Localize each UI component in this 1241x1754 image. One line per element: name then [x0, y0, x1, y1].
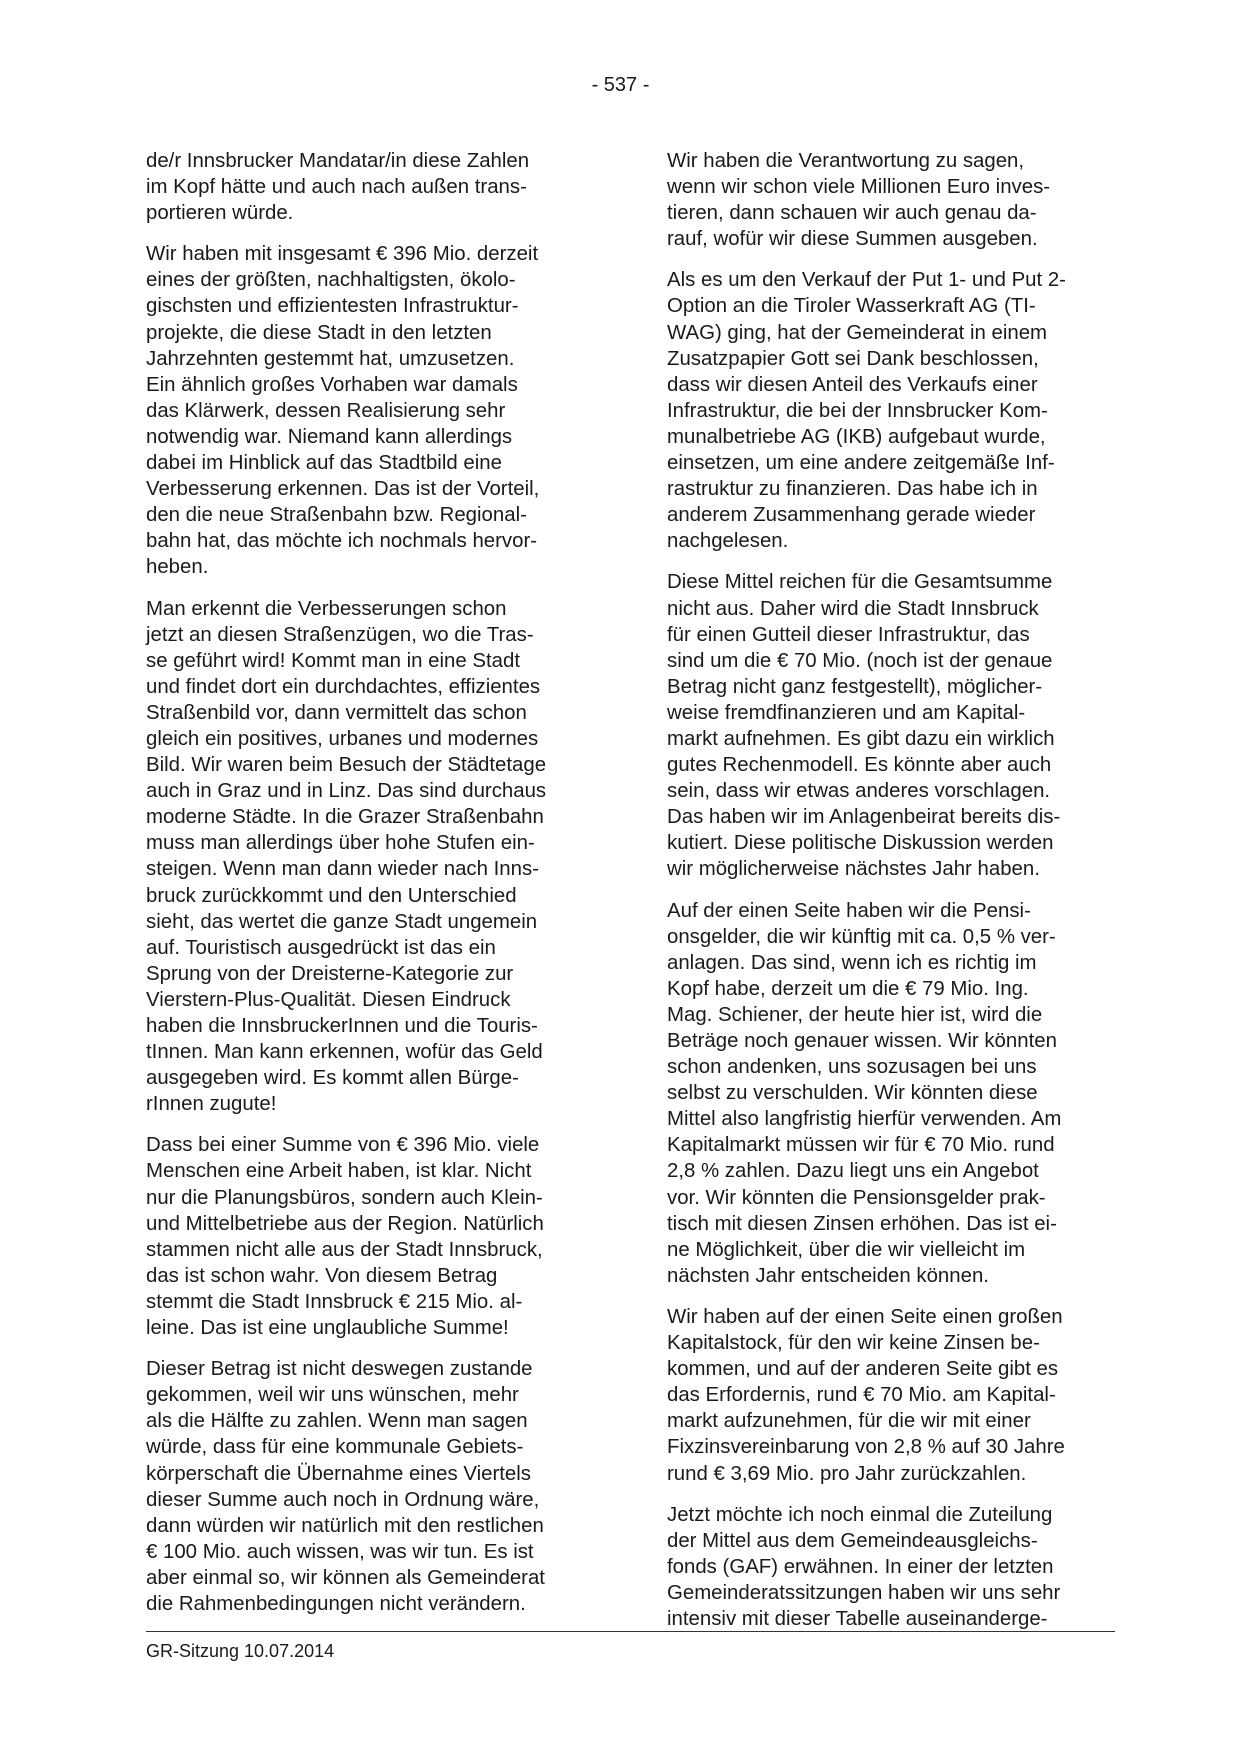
text-line: anlagen. Das sind, wenn ich es richtig im [667, 951, 1037, 974]
text-line: dieser Summe auch noch in Ordnung wäre, [146, 1488, 540, 1511]
text-line: Bild. Wir waren beim Besuch der Städtetage [146, 754, 547, 777]
footer-session-date: GR-Sitzung 10.07.2014 [146, 1641, 335, 1661]
text-line: Wir haben mit insgesamt € 396 Mio. derzeit [146, 243, 539, 266]
text-line: und findet dort ein durchdachtes, effizientes [146, 675, 541, 698]
text-line: Option an die Tiroler Wasserkraft AG (TI- [667, 295, 1036, 318]
text-line: einsetzen, um eine andere zeitgemäße Inf- [667, 452, 1055, 475]
text-line: anderem Zusammenhang gerade wieder [667, 504, 1036, 527]
text-line: notwendig war. Niemand kann allerdings [146, 425, 513, 448]
text-line: € 100 Mio. auch wissen, was wir tun. Es ist [146, 1540, 534, 1563]
text-line: Verbesserung erkennen. Das ist der Vorteil, [146, 478, 540, 501]
text-line: im Kopf hätte und auch nach außen trans- [146, 176, 527, 199]
text-line: auch in Graz und in Linz. Das sind durchaus [146, 780, 547, 803]
text-line: schon andenken, uns sozusagen bei uns [667, 1056, 1037, 1079]
text-line: gleich ein positives, urbanes und modernes [146, 727, 539, 750]
text-line: Man erkennt die Verbesserungen schon [146, 597, 507, 620]
text-line: nächsten Jahr entscheiden können. [667, 1264, 989, 1287]
text-line: markt aufnehmen. Es gibt dazu ein wirklich [667, 727, 1055, 750]
text-line: Kopf habe, derzeit um die € 79 Mio. Ing. [667, 977, 1029, 1000]
text-line: nur die Planungsbüros, sondern auch Klein- [146, 1186, 543, 1209]
text-line: gutes Rechenmodell. Es könnte aber auch [667, 754, 1052, 777]
text-line: Diese Mittel reichen für die Gesamtsumme [667, 571, 1053, 594]
text-line: munalbetriebe AG (IKB) aufgebaut wurde, [667, 425, 1046, 448]
text-line: Jetzt möchte ich noch einmal die Zuteilung [667, 1503, 1053, 1526]
text-line: Mittel also langfristig hierfür verwenden. Am [667, 1108, 1062, 1131]
text-line: und Mittelbetriebe aus der Region. Natürlich [146, 1212, 544, 1235]
paragraph [146, 596, 601, 1118]
paragraph [146, 148, 601, 226]
text-line: stammen nicht alle aus der Stadt Innsbruck, [146, 1238, 543, 1261]
text-line: 2,8 % zahlen. Dazu liegt uns ein Angebot [667, 1160, 1039, 1183]
text-line: sind um die € 70 Mio. (noch ist der genaue [667, 649, 1053, 672]
text-line: aber einmal so, wir können als Gemeinderat [146, 1566, 545, 1589]
text-line: bruck zurückkommt und den Unterschied [146, 884, 517, 907]
text-line: Betrag nicht ganz festgestellt), möglicher- [667, 675, 1043, 698]
text-line: wir möglicherweise nächstes Jahr haben. [667, 858, 1040, 881]
text-line: bahn hat, das möchte ich nochmals hervor- [146, 530, 538, 553]
text-line: Beträge noch genauer wissen. Wir könnten [667, 1030, 1057, 1052]
text-line: vor. Wir könnten die Pensionsgelder prak- [667, 1186, 1046, 1209]
text-line: selbst zu verschulden. Wir könnten diese [667, 1082, 1038, 1105]
text-line: dann würden wir natürlich mit den restlichen [146, 1514, 544, 1537]
text-line: Als es um den Verkauf der Put 1- und Put 2- [667, 269, 1066, 292]
text-line: rauf, wofür wir diese Summen ausgeben. [667, 228, 1038, 251]
text-line: kommen, und auf der anderen Seite gibt es [667, 1358, 1059, 1381]
text-line: ausgegeben wird. Es kommt allen Bürge- [146, 1067, 519, 1090]
text-line: markt aufzunehmen, für die wir mit einer [667, 1410, 1031, 1433]
text-line: gischsten und effizientesten Infrastruktur- [146, 295, 519, 318]
paragraph [667, 569, 1122, 882]
text-line: Kapitalstock, für den wir keine Zinsen be- [667, 1332, 1040, 1355]
text-line: se geführt wird! Kommt man in eine Stadt [146, 649, 521, 672]
paragraph [146, 1356, 601, 1617]
text-line: Ein ähnlich großes Vorhaben war damals [146, 373, 518, 396]
paragraph [667, 898, 1122, 1289]
text-line: tisch mit diesen Zinsen erhöhen. Das ist ei- [667, 1212, 1057, 1235]
text-line: nachgelesen. [667, 530, 789, 553]
text-line: dabei im Hinblick auf das Stadtbild eine [146, 452, 502, 475]
text-line: sieht, das wertet die ganze Stadt ungemein [146, 910, 538, 933]
text-line: rund € 3,69 Mio. pro Jahr zurückzahlen. [667, 1462, 1027, 1485]
text-line: Wir haben die Verantwortung zu sagen, [667, 150, 1025, 172]
text-line: projekte, die diese Stadt in den letzten [146, 321, 492, 344]
text-line: auf. Touristisch ausgedrückt ist das ein [146, 936, 496, 959]
text-line: nicht aus. Daher wird die Stadt Innsbruck [667, 597, 1039, 620]
text-line: Das haben wir im Anlagenbeirat bereits dis- [667, 806, 1061, 829]
text-line: den die neue Straßenbahn bzw. Regional- [146, 504, 527, 527]
text-line: muss man allerdings über hohe Stufen ein- [146, 832, 535, 855]
text-line: dass wir diesen Anteil des Verkaufs einer [667, 373, 1038, 396]
text-line: der Mittel aus dem Gemeindeausgleichs- [667, 1529, 1038, 1552]
left-text-column [146, 148, 601, 1632]
text-line: Kapitalmarkt müssen wir für € 70 Mio. rund [667, 1134, 1055, 1157]
text-line: Jahrzehnten gestemmt hat, umzusetzen. [146, 347, 515, 370]
text-line: jetzt an diesen Straßenzügen, wo die Tras- [146, 623, 534, 646]
footer-divider [146, 1631, 1115, 1632]
text-line: Fixzinsvereinbarung von 2,8 % auf 30 Jahre [667, 1436, 1065, 1459]
text-line: die Rahmenbedingungen nicht verändern. [146, 1592, 526, 1615]
paragraph [667, 148, 1122, 252]
text-line: haben die InnsbruckerInnen und die Touris- [146, 1015, 538, 1037]
paragraph [146, 241, 601, 580]
text-line: de/r Innsbrucker Mandatar/in diese Zahlen [146, 150, 530, 172]
text-line: portieren würde. [146, 202, 294, 225]
text-line: Vierstern-Plus-Qualität. Diesen Eindruck [146, 988, 511, 1011]
text-line: intensiv mit dieser Tabelle auseinanderge- [667, 1607, 1048, 1630]
text-line: wenn wir schon viele Millionen Euro inves- [667, 176, 1051, 199]
text-line: das Erfordernis, rund € 70 Mio. am Kapital- [667, 1384, 1056, 1407]
text-line: Gemeinderatssitzungen haben wir uns sehr [667, 1581, 1061, 1604]
text-line: Infrastruktur, die bei der Innsbrucker Kom- [667, 399, 1048, 422]
text-line: sein, dass wir etwas anderes vorschlagen. [667, 780, 1051, 803]
text-line: leine. Das ist eine unglaubliche Summe! [146, 1317, 509, 1340]
text-line: rastruktur zu finanzieren. Das habe ich in [667, 478, 1038, 501]
text-line: eines der größten, nachhaltigsten, ökolo- [146, 269, 516, 292]
text-line: Straßenbild vor, dann vermittelt das schon [146, 701, 527, 724]
right-text-column [667, 148, 1122, 1647]
paragraph [146, 1132, 601, 1341]
text-line: kutiert. Diese politische Diskussion werden [667, 832, 1054, 855]
text-line: onsgelder, die wir künftig mit ca. 0,5 % ver- [667, 925, 1056, 948]
text-line: Dass bei einer Summe von € 396 Mio. viele [146, 1134, 540, 1157]
text-line: moderne Städte. In die Grazer Straßenbahn [146, 806, 544, 829]
text-line: körperschaft die Übernahme eines Viertels [146, 1462, 531, 1485]
page-number: - 537 - [591, 74, 650, 96]
text-line: als die Hälfte zu zahlen. Wenn man sagen [146, 1410, 528, 1433]
text-line: das ist schon wahr. Von diesem Betrag [146, 1264, 498, 1287]
paragraph [667, 1502, 1122, 1632]
text-line: Menschen eine Arbeit haben, ist klar. Nicht [146, 1160, 532, 1183]
paragraph [667, 1304, 1122, 1487]
text-line: steigen. Wenn man dann wieder nach Inns- [146, 858, 539, 881]
text-line: Dieser Betrag ist nicht deswegen zustande [146, 1358, 533, 1381]
text-line: stemmt die Stadt Innsbruck € 215 Mio. al- [146, 1290, 523, 1313]
text-line: Auf der einen Seite haben wir die Pensi- [667, 899, 1031, 922]
text-line: heben. [146, 556, 209, 579]
text-line: das Klärwerk, dessen Realisierung sehr [146, 399, 506, 422]
text-line: Zusatzpapier Gott sei Dank beschlossen, [667, 347, 1039, 370]
text-line: rInnen zugute! [146, 1093, 277, 1116]
text-line: würde, dass für eine kommunale Gebiets- [146, 1436, 524, 1459]
text-line: tieren, dann schauen wir auch genau da- [667, 202, 1037, 225]
text-line: tInnen. Man kann erkennen, wofür das Geld [146, 1041, 543, 1064]
text-line: gekommen, weil wir uns wünschen, mehr [146, 1384, 519, 1407]
text-line: weise fremdfinanzieren und am Kapital- [667, 701, 1026, 724]
text-line: Wir haben auf der einen Seite einen großen [667, 1305, 1063, 1328]
text-line: für einen Gutteil dieser Infrastruktur, das [667, 623, 1030, 646]
paragraph [667, 267, 1122, 554]
text-line: Sprung von der Dreisterne-Kategorie zur [146, 962, 514, 985]
text-line: ne Möglichkeit, über die wir vielleicht im [667, 1238, 1026, 1261]
text-line: fonds (GAF) erwähnen. In einer der letzten [667, 1555, 1054, 1578]
text-line: WAG) ging, hat der Gemeinderat in einem [667, 321, 1048, 344]
text-line: Mag. Schiener, der heute hier ist, wird die [667, 1003, 1043, 1026]
